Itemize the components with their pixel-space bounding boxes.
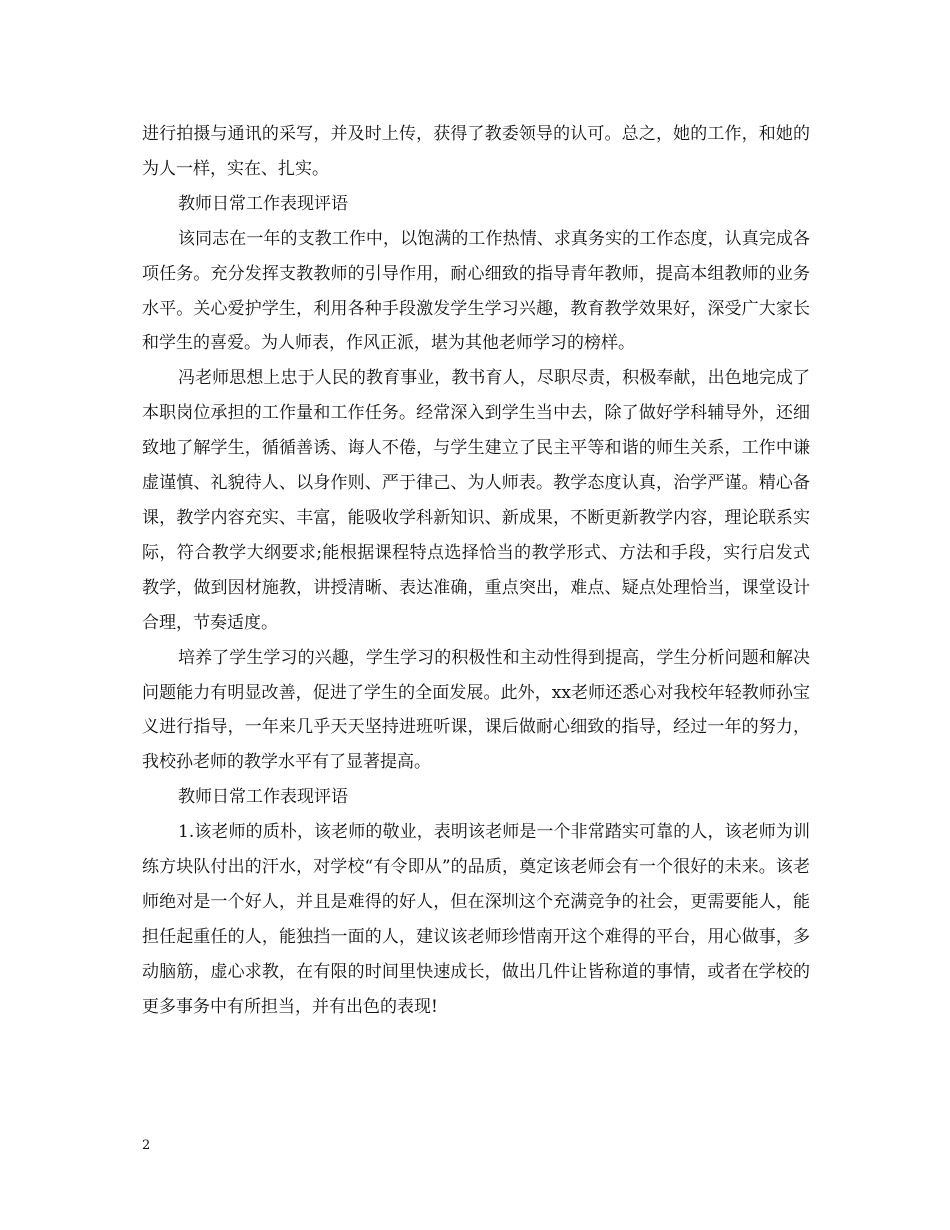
paragraph: 该同志在一年的支教工作中，以饱满的工作热情、求真务实的工作态度，认真完成各项任务。充分发挥支教教师的引导作用，耐心细致的指导青年教师，提高本组教师的业务水平。关心爱护学生，利用各种手段激发学生学习兴趣，教育教学效果好，深受广大家长和学生的喜爱。为人师表，作风正派，堪为其他老师学习的榜样。 [142,228,810,354]
paragraph-continuation: 进行拍摄与通讯的采写，并及时上传，获得了教委领导的认可。总之，她的工作，和她的为人一样，实在、扎实。 [142,124,810,179]
paragraph: 冯老师思想上忠于人民的教育事业，教书育人，尽职尽责，积极奉献，出色地完成了本职岗位承担的工作量和工作任务。经常深入到学生当中去，除了做好学科辅导外，还细致地了解学生，循循善诱、诲人不倦，与学生建立了民主平等和谐的师生关系，工作中谦虚谨慎、礼貌待人、以身作则、严于律己、为人师表。教学态度认真，治学严谨。精心备课，教学内容充实、丰富，能吸收学科新知识、新成果，不断更新教学内容，理论联系实际，符合教学大纲要求;能根据课程特点选择恰当的教学形式、方法和手段，实行启发式教学，做到因材施教，讲授清晰、表达准确，重点突出，难点、疑点处理恰当，课堂设计合理，节奏适度。 [142,368,810,633]
page-number: 2 [142,1138,151,1153]
paragraph: 1.该老师的质朴，该老师的敬业，表明该老师是一个非常踏实可靠的人，该老师为训练方块队付出的汗水，对学校“有令即从”的品质，奠定该老师会有一个很好的未来。该老师绝对是一个好人，并且是难得的好人，但在深圳这个充满竞争的社会，更需要能人，能担任起重任的人，能独挡一面的人，建议该老师珍惜南开这个难得的平台，用心做事，多动脑筋，虚心求教，在有限的时间里快速成长，做出几件让皆称道的事情，或者在学校的更多事务中有所担当，并有出色的表现! [142,822,810,1017]
section-heading: 教师日常工作表现评语 [178,193,348,214]
body-text [142,117,810,1025]
section-heading: 教师日常工作表现评语 [178,787,348,808]
paragraph: 培养了学生学习的兴趣，学生学习的积极性和主动性得到提高，学生分析问题和解决问题能力有明显改善，促进了学生的全面发展。此外，xx老师还悉心对我校年轻教师孙宝义进行指导，一年来几乎天天坚持进班听课，课后做耐心细致的指导，经过一年的努力，我校孙老师的教学水平有了显著提高。 [142,647,810,773]
